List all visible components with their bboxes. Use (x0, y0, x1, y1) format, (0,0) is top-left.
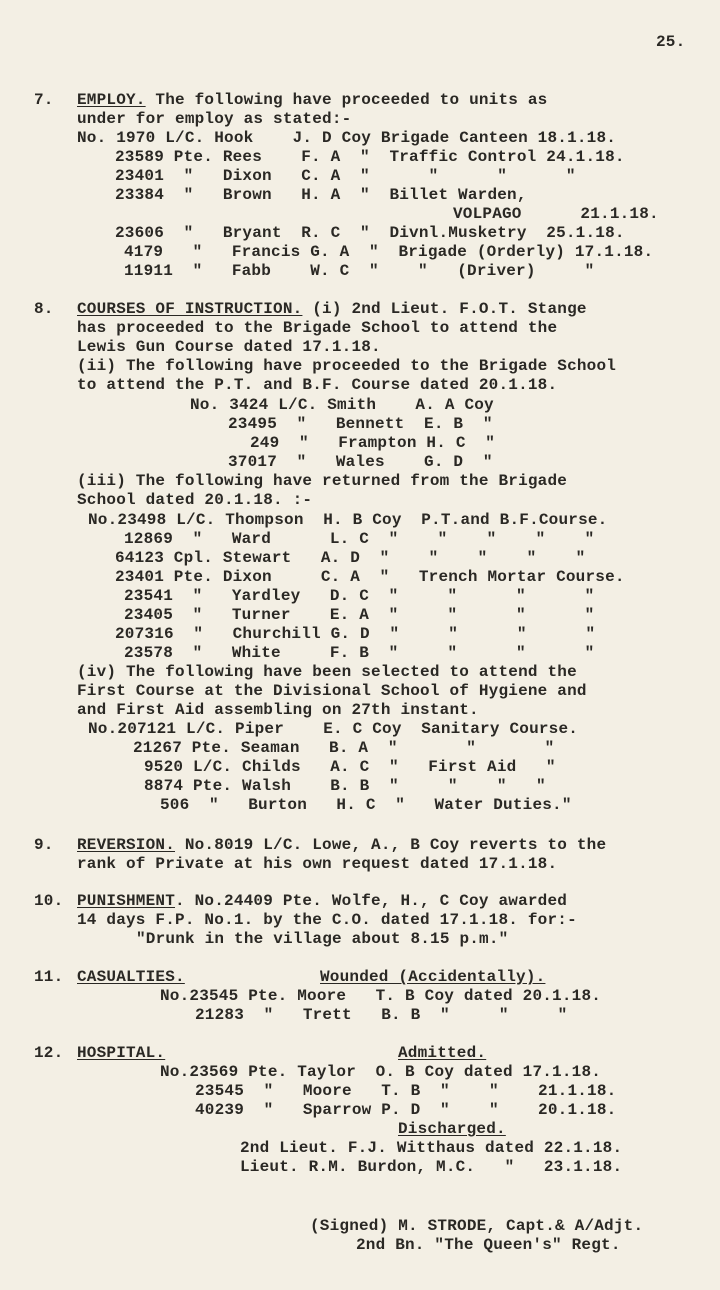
section-7-line-1 (77, 91, 548, 110)
employ-row: 4179 " Francis G. A " Brigade (Orderly) 17.1.18. (124, 243, 654, 261)
admitted-row: No.23569 Pte. Taylor O. B Coy dated 17.1.18. (160, 1063, 602, 1081)
section-8-text: (ii) The following have proceeded to the Brigade School (77, 357, 617, 375)
section-8-text: Lewis Gun Course dated 17.1.18. (77, 338, 381, 356)
admitted-row: 23545 " Moore T. B " " 21.1.18. (195, 1082, 617, 1100)
employ-row: 11911 " Fabb W. C " " (Driver) " (124, 262, 595, 280)
section-10-number: 10. (34, 892, 64, 910)
section-9-number: 9. (34, 836, 54, 854)
section-8-line-1 (77, 300, 587, 319)
discharged-row: 2nd Lieut. F.J. Witthaus dated 22.1.18. (240, 1139, 623, 1157)
course-iii-row: 23401 Pte. Dixon C. A " Trench Mortar Course. (115, 568, 625, 586)
course-ii-row: 23495 " Bennett E. B " (228, 415, 493, 433)
employ-row: VOLPAGO 21.1.18. (453, 205, 659, 223)
course-iii-row: 12869 " Ward L. C " " " " " (124, 530, 595, 548)
section-9-line-2: rank of Private at his own request dated 17.1.18. (77, 855, 558, 873)
section-10-line-3: "Drunk in the village about 8.15 p.m." (136, 930, 509, 948)
section-8-intro: (i) 2nd Lieut. F.O.T. Stange (302, 300, 587, 318)
section-8-text: to attend the P.T. and B.F. Course dated 20.1.18. (77, 376, 558, 394)
discharged-row: Lieut. R.M. Burdon, M.C. " 23.1.18. (240, 1158, 623, 1176)
course-ii-row: 37017 " Wales G. D " (228, 453, 493, 471)
section-9-heading: REVERSION. (77, 836, 176, 854)
section-8-text: School dated 20.1.18. :- (77, 491, 313, 509)
casualties-subheading: Wounded (Accidentally). (320, 968, 546, 986)
section-8-text: and First Aid assembling on 27th instant. (77, 701, 479, 719)
signature-line-2: 2nd Bn. "The Queen's" Regt. (356, 1236, 621, 1254)
section-8-text: (iv) The following have been selected to attend the (77, 663, 577, 681)
signature-line-1: (Signed) M. STRODE, Capt.& A/Adjt. (310, 1217, 644, 1235)
section-7-intro-2: under for employ as stated:- (77, 110, 352, 128)
course-iv-row: 506 " Burton H. C " Water Duties." (160, 796, 572, 814)
section-12-heading: HOSPITAL. (77, 1044, 166, 1062)
casualty-row: 21283 " Trett B. B " " " (195, 1006, 568, 1024)
admitted-heading: Admitted. (398, 1044, 487, 1062)
section-10-heading: PUNISHMENT (77, 892, 176, 910)
discharged-heading: Discharged. (398, 1120, 506, 1138)
section-10-line-2: 14 days F.P. No.1. by the C.O. dated 17.1.18. for:- (77, 911, 577, 929)
course-iii-row: 64123 Cpl. Stewart A. D " " " " " (115, 549, 586, 567)
section-8-heading: COURSES OF INSTRUCTION. (77, 300, 303, 318)
course-iv-row: 8874 Pte. Walsh B. B " " " " (144, 777, 546, 795)
employ-row: No. 1970 L/C. Hook J. D Coy Brigade Canteen 18.1.18. (77, 129, 617, 147)
section-7-heading: EMPLOY. (77, 91, 146, 109)
section-9-line-1 (77, 836, 606, 855)
section-7-number: 7. (34, 91, 54, 109)
employ-row: 23589 Pte. Rees F. A " Traffic Control 24.1.18. (115, 148, 625, 166)
course-iv-row: 21267 Pte. Seaman B. A " " " (133, 739, 555, 757)
page-number: 25. (656, 33, 686, 51)
employ-row: 23384 " Brown H. A " Billet Warden, (115, 186, 527, 204)
section-7-intro: The following have proceeded to units as (145, 91, 548, 109)
employ-row: 23606 " Bryant R. C " Divnl.Musketry 25.1.18. (115, 224, 625, 242)
section-8-text: (iii) The following have returned from the Brigade (77, 472, 568, 490)
course-iii-row: 207316 " Churchill G. D " " " " (115, 625, 596, 643)
course-ii-row: No. 3424 L/C. Smith A. A Coy (190, 396, 494, 414)
section-8-text: First Course at the Divisional School of Hygiene and (77, 682, 587, 700)
section-11-heading: CASUALTIES. (77, 968, 185, 986)
section-10-line-1 (77, 892, 567, 911)
course-iv-row: 9520 L/C. Childs A. C " First Aid " (144, 758, 556, 776)
course-iii-row: 23578 " White F. B " " " " (124, 644, 595, 662)
section-8-text: has proceeded to the Brigade School to attend the (77, 319, 558, 337)
course-iii-row: No.23498 L/C. Thompson H. B Coy P.T.and B.F.Course. (88, 511, 608, 529)
course-ii-row: 249 " Frampton H. C " (250, 434, 496, 452)
section-8-number: 8. (34, 300, 54, 318)
employ-row: 23401 " Dixon C. A " " " " (115, 167, 576, 185)
section-12-number: 12. (34, 1044, 64, 1062)
course-iii-row: 23541 " Yardley D. C " " " " (124, 587, 595, 605)
section-11-number: 11. (34, 968, 64, 986)
section-10-text: . No.24409 Pte. Wolfe, H., C Coy awarded (175, 892, 568, 910)
admitted-row: 40239 " Sparrow P. D " " 20.1.18. (195, 1101, 617, 1119)
section-9-text: No.8019 L/C. Lowe, A., B Coy reverts to the (175, 836, 607, 854)
course-iii-row: 23405 " Turner E. A " " " " (124, 606, 595, 624)
course-iv-row: No.207121 L/C. Piper E. C Coy Sanitary Course. (88, 720, 579, 738)
casualty-row: No.23545 Pte. Moore T. B Coy dated 20.1.18. (160, 987, 602, 1005)
